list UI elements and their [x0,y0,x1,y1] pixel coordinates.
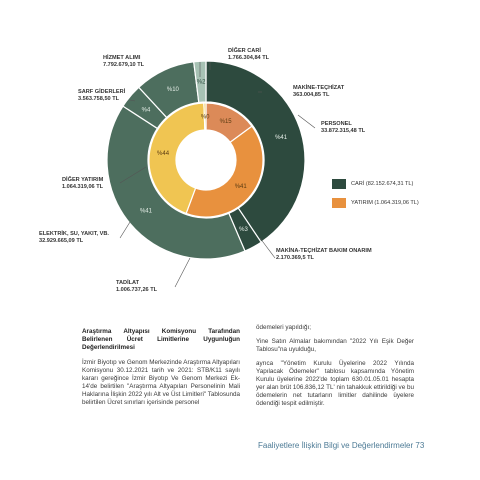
inner-ring-slice-3-label: %0 [200,114,210,121]
legend-label-yatirim: YATIRIM (1.064.319,06 TL) [351,200,419,206]
callout-personel [321,121,365,134]
legend-swatch-cari [332,179,346,189]
inner-ring [149,103,263,217]
callout-hizmet-value: 7.792.679,10 TL [103,61,145,68]
callout-tadilat-title: TADİLAT [116,280,140,286]
callout-sarf-title: SARF GİDERLERİ [78,89,126,95]
outer-ring-slice-2-label: %41 [139,208,152,215]
page-footer: Faaliyetlere İlişkin Bilgi ve Değerlendirmeler 73 [258,441,425,450]
outer-ring-slice-4-label: %10 [166,86,179,93]
callout-makine-value: 363.004,85 TL [293,91,330,98]
leader-line-3 [298,115,315,128]
legend-label-cari: CARİ (82.152.674,31 TL) [351,181,414,187]
callout-bakim [276,248,372,261]
leader-line-8 [175,258,190,287]
callout-sarf [78,89,125,102]
callout-makine [293,85,344,98]
callout-bakim-value: 2.170.369,5 TL [276,254,314,261]
callout-diger-yatirim-title: DİĞER YATIRIM [62,177,104,183]
legend-item-cari [332,179,413,189]
callout-diger-cari-title: DİĞER CARİ [228,48,261,54]
left-column [82,328,240,413]
callout-tadilat-value: 1.006.737,26 TL [116,286,158,293]
outer-ring [107,61,305,259]
callout-personel-value: 33.872.315,48 TL [321,127,366,134]
left-paragraph-1: İzmir Biyotıp ve Genom Merkezinde Araştırma Altyapıları Komisyonu 30.12.2021 tarih ve 2021: STB/K11 sayılı kararı gereğince İzmir Biyotıp Ve Genom Merkezi Ek-14'de belirtilen "Araştırma Altyapıları Personelinin Mali Haklarına İlişkin 2022 yılı Alt ve Üst Limitleri" Tablosunda belirtilen Ücret sınırları içerisinde personel [82,359,240,406]
callout-elektrik-value: 32.929.665,09 TL [39,237,84,244]
section-heading: Araştırma Altyapısı Komisyonu Tarafından Belirlenen Ücret Limitlerine Uygunluğun Değerlendirilmesi [82,328,240,351]
callout-bakim-title: MAKİNA-TEÇHİZAT BAKIM ONARIM [276,248,372,254]
callout-sarf-value: 3.563.758,50 TL [78,95,120,102]
legend-item-yatirim [332,198,419,208]
leader-line-7 [260,238,275,258]
callout-hizmet-alimi [103,55,144,68]
outer-ring-slice-0-label: %41 [275,135,288,142]
callout-elektrik [39,231,109,244]
callout-personel-title: PERSONEL [321,121,352,127]
inner-ring-slice-0-label: %15 [219,119,232,126]
leader-line-6 [120,222,130,238]
callout-elektrik-title: ELEKTRİK, SU, YAKIT, VB. [39,231,109,237]
right-paragraph-2: Yine Satın Almalar bakımından "2022 Yılı Eşik Değer Tablosu"na uyulduğu, [256,338,414,353]
callout-diger-yatirim-value: 1.064.319,06 TL [62,183,104,190]
legend-swatch-yatirim [332,198,346,208]
callout-diger-yatirim [62,177,103,190]
callout-tadilat [116,280,157,293]
outer-ring-slice-5-label: %2 [196,79,206,86]
outer-ring-slice-3-label: %4 [141,107,151,114]
outer-ring-slice-1-label: %3 [239,226,248,233]
callout-hizmet-title: HİZMET ALIMI [103,55,141,61]
callout-diger-cari-value: 1.766.304,84 TL [228,54,270,61]
right-paragraph-1: ödemeleri yapıldığı; [256,324,311,331]
inner-ring-slice-2-label: %44 [157,151,170,158]
inner-ring-slice-1-label: %41 [234,184,247,191]
right-column [256,324,414,414]
callout-diger-cari [228,48,269,61]
callout-makine-title: MAKİNE-TEÇHİZAT [293,85,345,91]
right-paragraph-3: ayrıca "Yönetim Kurulu Üyelerine 2022 Yılında Yapılacak Ödemeler" tablosu kapsamında Yönetim Kurulu üyelerine 2022'de toplam 630.01.05.01 hesapta yer alan brüt 106.836,12 TL' nin tahakkuk ettirildiği ve bu ödemelerin net tutarların limitler dahilinde üyelere ödendiği tespit edilmiştir. [256,360,414,407]
